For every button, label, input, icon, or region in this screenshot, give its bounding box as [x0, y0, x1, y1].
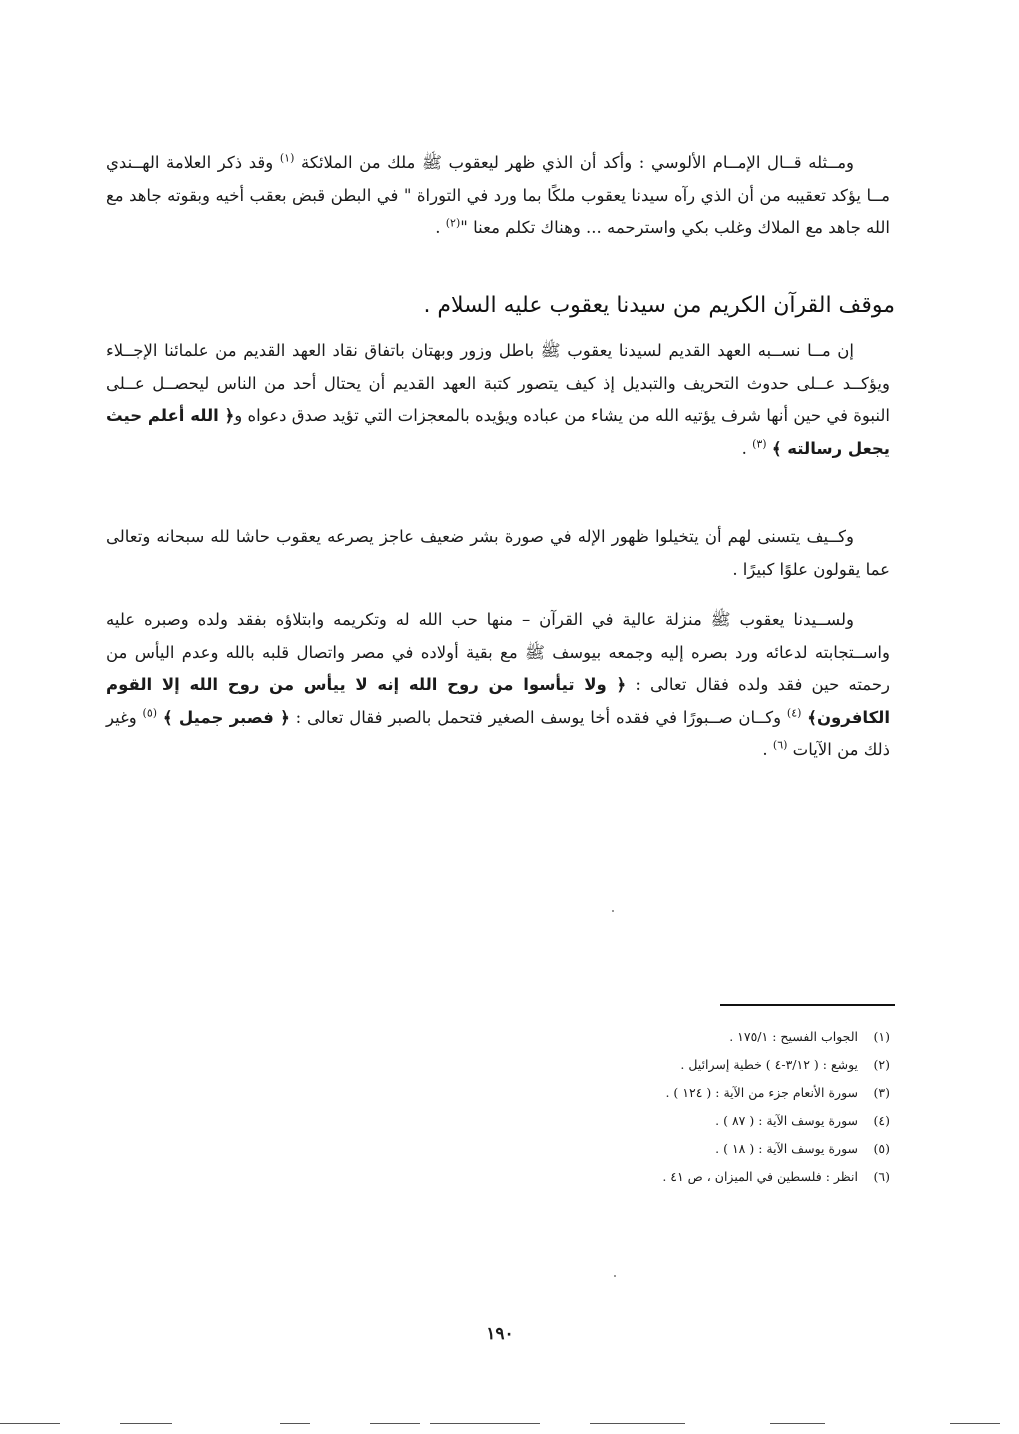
scan-edge-lines: [0, 1423, 1019, 1427]
footnote-number: (١): [873, 1029, 890, 1044]
paragraph-end: .: [741, 438, 747, 458]
footnote-item: [520, 1079, 890, 1107]
page-number: ١٩٠: [486, 1324, 514, 1344]
paragraph-text: وكــيف يتسنى لهم أن يتخيلوا ظهور الإله في صورة بشر ضعيف عاجز يصرعه يعقوب حاشا لله سبحانه وتعالى عما يقولون علوًا كبيرًا .: [106, 527, 890, 579]
paragraph-alusi: [106, 147, 890, 245]
paragraph-text: ولســيدنا يعقوب ﷺ منزلة عالية في القرآن – منها حب الله له وتكريمه وابتلاؤه بفقد ولده وصبره عليه واســتجابته لدعائه ورد بصره إليه وجمعه بيوسف ﷺ مع بقية أولاده في مصر واتصال قلبه بالله وعدم اليأس من رحمته حين فقد ولده فقال تعالى :: [106, 610, 891, 694]
footnote-ref-2: (٢): [445, 216, 461, 230]
paragraph-status: [106, 604, 890, 767]
scan-speck: [614, 1275, 616, 1277]
paragraph-text: إن مــا نســبه العهد القديم لسيدنا يعقوب ﷺ باطل وزور وبهتان باتفاق نقاد العهد القديم من علمائنا الإجــلاء ويؤكــد عــلى حدوث التحريف والتبديل إذ كيف يتصور كتبة العهد القديم أن يحتال أحد من الناس ليحصــل عــلى النبوة في حين أنها شرف يؤتيه الله من يشاء من عباده ويؤيده بالمعجزات التي تؤيد صدق دعواه و: [106, 341, 890, 425]
footnote-item: [520, 1135, 890, 1163]
footnote-ref-3: (٣): [752, 437, 767, 450]
footnote-text: سورة الأنعام جزء من الآية : ( ١٢٤ ) .: [665, 1085, 859, 1100]
footnote-item: [520, 1163, 890, 1191]
footnote-text: سورة يوسف الآية : ( ١٨ ) .: [715, 1141, 859, 1156]
footnote-item: [520, 1107, 890, 1135]
footnote-text: الجواب الفسيح : ١٧٥/١ .: [729, 1029, 859, 1044]
footnote-item: [520, 1051, 890, 1079]
footnote-item: [520, 1023, 890, 1051]
footnote-number: (٢): [873, 1057, 890, 1072]
footnote-text: يوشع : ( ٣/١٢-٤ ) خطية إسرائيل .: [680, 1057, 859, 1072]
quran-verse: ﴿ ولا تيأسوا من روح الله إنه لا ييأس من روح الله إلا القوم الكافرون﴾: [106, 675, 891, 727]
paragraph-end: .: [435, 218, 441, 237]
quran-verse: ﴿ فصبر جميل ﴾: [162, 707, 290, 727]
section-heading: موقف القرآن الكريم من سيدنا يعقوب عليه السلام .: [423, 293, 895, 318]
paragraph-text: ومــثله قــال الإمــام الألوسي : وأكد أن الذي ظهر ليعقوب ﷺ ملك من الملائكة: [300, 153, 854, 172]
footnote-divider: [720, 1004, 895, 1006]
paragraph-text: وغير ذلك من الآيات: [106, 707, 890, 759]
paragraph-quran-position: [106, 335, 890, 465]
footnote-ref-6: (٦): [772, 738, 788, 752]
paragraph-text: وقد ذكر العلامة الهــندي مــا يؤكد تعقيبه من أن الذي رآه سيدنا يعقوب ملكًا بما ورد في التوراة " في البطن قبض بعقب أخيه وبقوته جاهد مع الله جاهد مع الملاك وغلب بكي واسترحمه ... وهناك تكلم معنا ": [106, 153, 890, 237]
paragraph-refutation: [106, 521, 890, 586]
quran-verse: ﴿ الله أعلم حيث يجعل رسالته ﴾: [106, 406, 890, 458]
paragraph-text: وكــان صــبورًا في فقده أخا يوسف الصغير فتحمل بالصبر فقال تعالى :: [295, 707, 782, 727]
footnote-text: انظر : فلسطين في الميزان ، ص ٤١ .: [662, 1169, 859, 1184]
paragraph-end: .: [762, 740, 768, 759]
footnote-ref-5: (٥): [142, 706, 158, 719]
footnote-number: (٣): [873, 1085, 890, 1100]
footnotes: [520, 1023, 890, 1191]
footnote-number: (٦): [873, 1169, 890, 1184]
footnote-text: سورة يوسف الآية : ( ٨٧ ) .: [715, 1113, 859, 1128]
footnote-ref-4: (٤): [786, 706, 802, 719]
footnote-number: (٤): [873, 1113, 890, 1128]
footnote-ref-1: (١): [279, 151, 295, 165]
scan-speck: [612, 910, 614, 912]
footnote-number: (٥): [873, 1141, 890, 1156]
